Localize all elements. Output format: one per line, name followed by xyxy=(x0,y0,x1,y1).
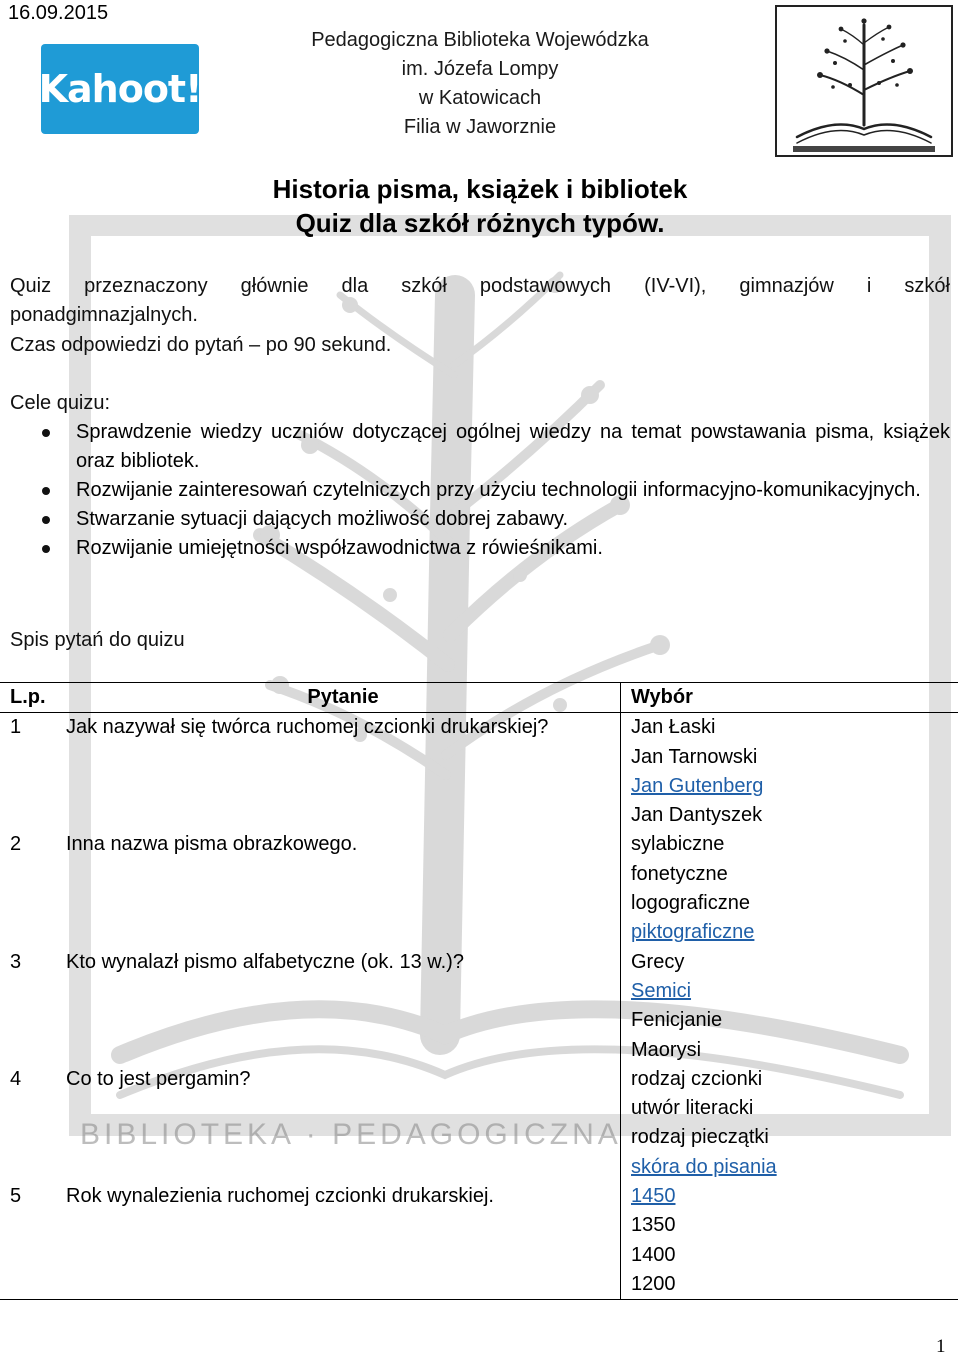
correct-answer-option: skóra do pisania xyxy=(631,1155,777,1178)
goal-text: Rozwijanie zainteresowań czytelniczych przy użyciu technologii informacyjno-komunikacyjnych. xyxy=(76,479,921,501)
bullet-icon xyxy=(42,545,50,553)
answer-option: rodzaj czcionki xyxy=(631,1067,763,1090)
library-header xyxy=(280,26,680,142)
choice-cell xyxy=(621,713,959,831)
answer-option: utwór literacki xyxy=(631,1097,754,1120)
column-header-lp: L.p. xyxy=(0,683,66,713)
answer-option: Grecy xyxy=(631,950,685,973)
answer-option: Maorysi xyxy=(631,1038,702,1061)
row-number: 4 xyxy=(10,1067,22,1090)
table-row xyxy=(0,1182,958,1300)
page-number: 1 xyxy=(936,1336,946,1357)
correct-answer-option: piktograficzne xyxy=(631,921,755,944)
goal-item xyxy=(40,476,950,505)
question-text: Inna nazwa pisma obrazkowego. xyxy=(66,833,358,856)
watermark-stamp-text: BIBLIOTEKA · PEDAGOGICZNA xyxy=(80,1118,622,1151)
row-number: 1 xyxy=(10,716,22,739)
kahoot-logo-text: Kahoot! xyxy=(38,67,202,111)
bullet-icon xyxy=(42,429,50,437)
choice-cell xyxy=(621,948,959,1065)
goals-list xyxy=(40,418,950,563)
goal-text: Rozwijanie umiejętności współzawodnictwa z rówieśnikami. xyxy=(76,537,603,559)
question-text: Co to jest pergamin? xyxy=(66,1067,251,1090)
answer-option: rodzaj pieczątki xyxy=(631,1126,769,1149)
correct-answer-option: Jan Gutenberg xyxy=(631,774,764,797)
document-title xyxy=(180,172,780,240)
table-header-row xyxy=(0,683,958,713)
column-header-question: Pytanie xyxy=(66,683,621,713)
goal-text: Sprawdzenie wiedzy uczniów dotyczącej ogólnej wiedzy na temat powstawania pisma, książek oraz bibliotek. xyxy=(76,421,950,472)
question-list-heading: Spis pytań do quizu xyxy=(10,629,185,651)
answer-option: Jan Łaski xyxy=(631,716,716,739)
answer-option: fonetyczne xyxy=(631,862,728,885)
header-line-3: w Katowicach xyxy=(418,87,542,109)
intro-line-1: Quiz przeznaczony głównie dla szkół podstawowych (IV-VI), gimnazjów i szkół xyxy=(10,275,950,297)
row-number: 3 xyxy=(10,950,22,973)
table-body xyxy=(0,713,958,1300)
header-line-2: im. Józefa Lompy xyxy=(401,58,559,80)
answer-option: 1200 xyxy=(631,1272,676,1295)
goal-item xyxy=(40,505,950,534)
table-row xyxy=(0,1065,958,1182)
table-row xyxy=(0,830,958,947)
goal-item xyxy=(40,418,950,476)
intro-line-3: Czas odpowiedzi do pytań – po 90 sekund. xyxy=(10,334,392,356)
row-number: 5 xyxy=(0,1182,66,1300)
correct-answer-option: 1450 xyxy=(631,1185,676,1208)
document-date: 16.09.2015 xyxy=(8,2,109,24)
answer-option: Fenicjanie xyxy=(631,1009,723,1032)
quiz-table xyxy=(0,682,958,1300)
table-row xyxy=(0,948,958,1065)
question-text: Jak nazywał się twórca ruchomej czcionki drukarskiej? xyxy=(66,716,549,739)
goal-item xyxy=(40,534,950,563)
answer-option: logograficzne xyxy=(631,892,750,915)
answer-option: 1350 xyxy=(631,1214,676,1237)
answer-option: sylabiczne xyxy=(631,833,725,856)
title-line-1: Historia pisma, książek i bibliotek xyxy=(272,174,688,204)
intro-line-2: ponadgimnazjalnych. xyxy=(10,304,198,326)
question-text: Rok wynalezienia ruchomej czcionki drukarskiej. xyxy=(66,1182,621,1300)
answer-option: 1400 xyxy=(631,1243,676,1266)
goal-text: Stwarzanie sytuacji dających możliwość dobrej zabawy. xyxy=(76,508,569,530)
answer-option: Jan Tarnowski xyxy=(631,745,758,768)
goals-heading: Cele quizu: xyxy=(10,392,111,414)
choice-cell xyxy=(621,1182,959,1300)
column-header-choice: Wybór xyxy=(621,683,959,713)
answer-option: Jan Dantyszek xyxy=(631,804,763,827)
bullet-icon xyxy=(42,516,50,524)
choice-cell xyxy=(621,830,959,947)
bullet-icon xyxy=(42,487,50,495)
choice-cell xyxy=(621,1065,959,1182)
ex-libris-emblem xyxy=(775,5,953,157)
table-row xyxy=(0,713,958,831)
header-line-4: Filia w Jaworznie xyxy=(403,116,557,138)
correct-answer-option: Semici xyxy=(631,979,692,1002)
question-text: Kto wynalazł pismo alfabetyczne (ok. 13 w.)? xyxy=(66,950,464,973)
title-line-2: Quiz dla szkół różnych typów. xyxy=(295,208,665,238)
row-number: 2 xyxy=(10,833,22,856)
header-line-1: Pedagogiczna Biblioteka Wojewódzka xyxy=(311,29,649,51)
